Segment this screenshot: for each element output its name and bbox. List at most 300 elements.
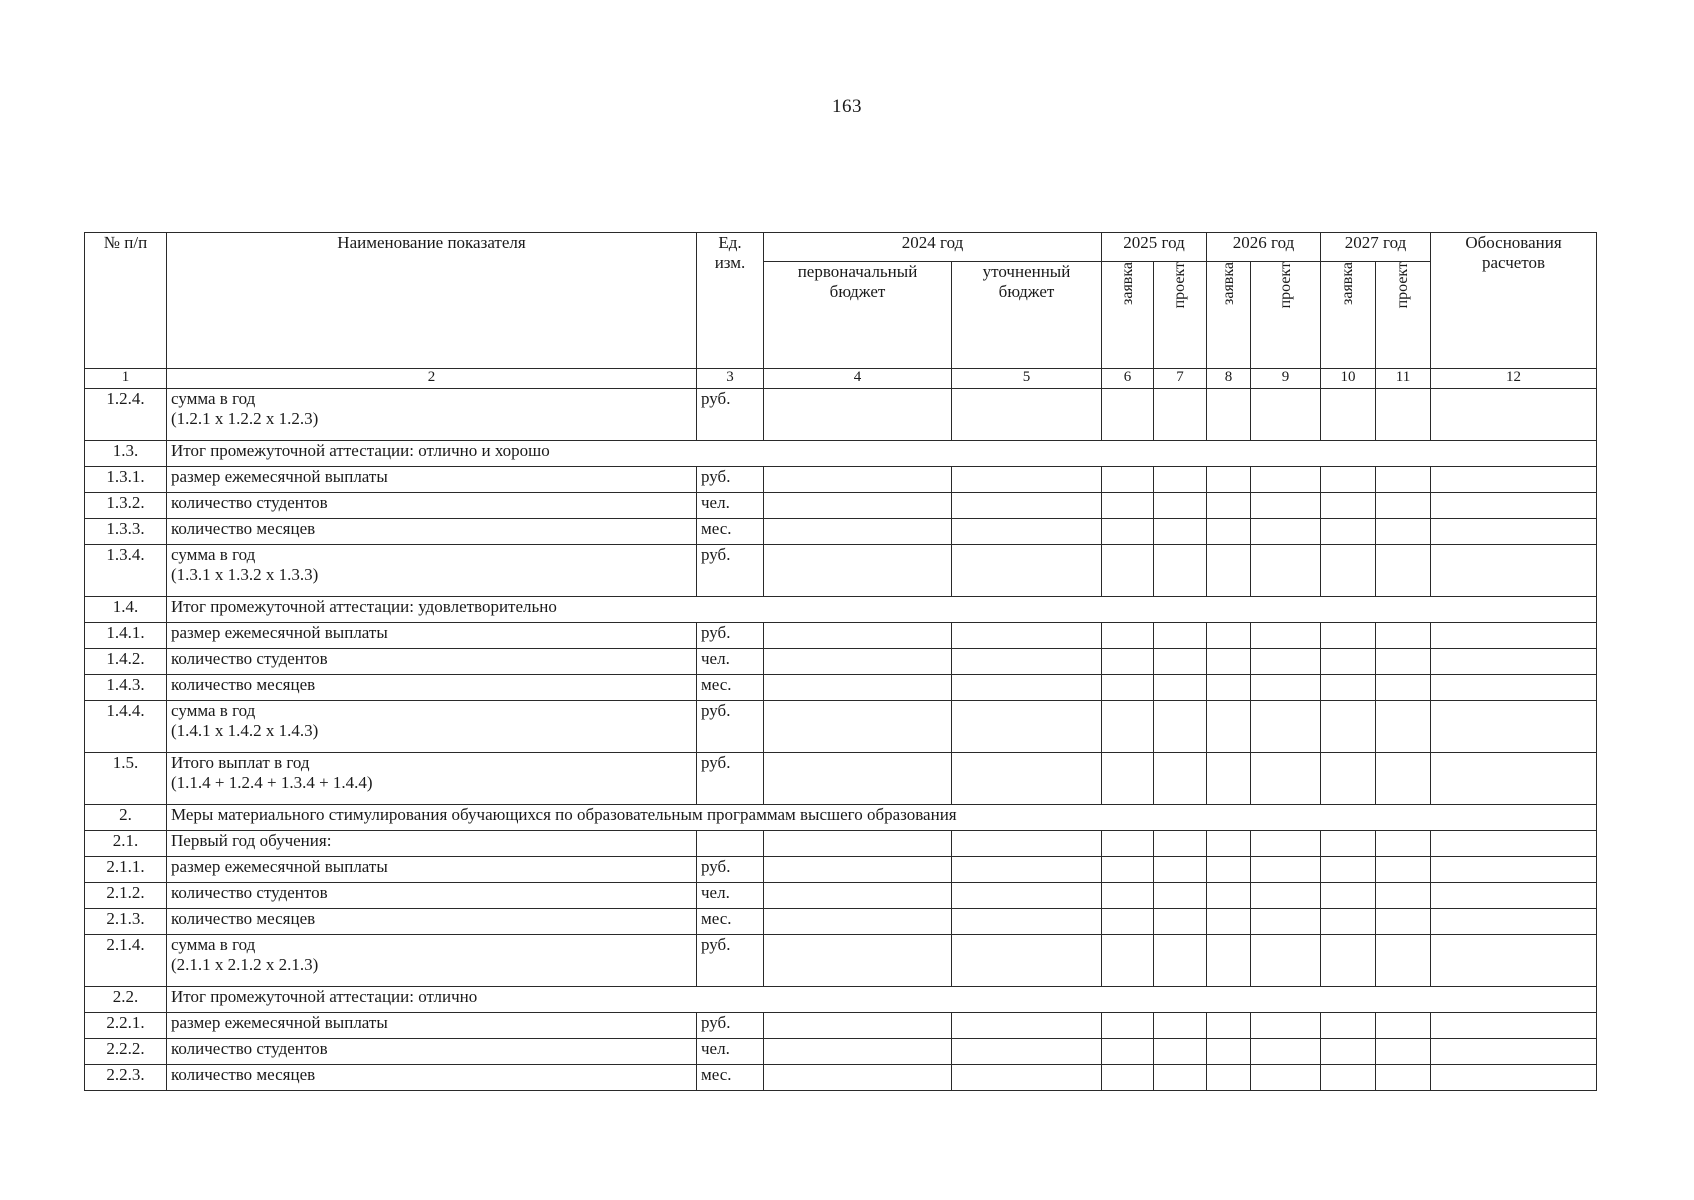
indicator-name-text: количество студентов (171, 883, 328, 902)
value-cell (1207, 1065, 1251, 1091)
table-row (85, 909, 1597, 935)
unit-cell: чел. (697, 493, 764, 519)
table-row (85, 935, 1597, 987)
column-number: 12 (1431, 369, 1597, 389)
value-cell (1431, 909, 1597, 935)
row-number: 2.1.1. (85, 857, 167, 883)
value-cell (1102, 545, 1154, 597)
row-number: 2. (85, 805, 167, 831)
unit-cell: мес. (697, 1065, 764, 1091)
value-cell (1102, 493, 1154, 519)
value-cell (1431, 519, 1597, 545)
value-cell (952, 545, 1102, 597)
indicator-name (167, 909, 697, 935)
row-number: 2.1. (85, 831, 167, 857)
value-cell (1154, 883, 1207, 909)
unit-cell: руб. (697, 389, 764, 441)
indicator-name (167, 545, 697, 597)
value-cell (1321, 1013, 1376, 1039)
value-cell (1154, 753, 1207, 805)
value-cell (764, 753, 952, 805)
row-number: 1.3.3. (85, 519, 167, 545)
value-cell (1207, 909, 1251, 935)
indicator-name-text: количество месяцев (171, 909, 316, 928)
value-cell (1154, 701, 1207, 753)
table-row (85, 1039, 1597, 1065)
value-cell (1102, 649, 1154, 675)
indicator-name (167, 753, 697, 805)
value-cell (952, 467, 1102, 493)
value-cell (764, 545, 952, 597)
header-2025-project (1154, 262, 1207, 369)
value-cell (1376, 467, 1431, 493)
table-row (85, 883, 1597, 909)
unit-cell: чел. (697, 883, 764, 909)
row-number: 1.4.3. (85, 675, 167, 701)
row-number: 1.3.1. (85, 467, 167, 493)
value-cell (1154, 857, 1207, 883)
unit-cell: руб. (697, 467, 764, 493)
value-cell (1154, 545, 1207, 597)
value-cell (952, 675, 1102, 701)
column-number: 8 (1207, 369, 1251, 389)
row-number: 2.2. (85, 987, 167, 1013)
value-cell (1251, 883, 1321, 909)
indicator-name-text: размер ежемесячной выплаты (171, 857, 388, 876)
table-header (85, 233, 1597, 389)
value-cell (952, 909, 1102, 935)
value-cell (1321, 519, 1376, 545)
request-label: заявка (1118, 262, 1136, 305)
value-cell (764, 857, 952, 883)
section-row (85, 987, 1597, 1013)
row-number: 1.4. (85, 597, 167, 623)
value-cell (1251, 1013, 1321, 1039)
header-row-number: № п/п (85, 233, 167, 369)
column-number: 4 (764, 369, 952, 389)
value-cell (1251, 649, 1321, 675)
unit-cell: мес. (697, 675, 764, 701)
section-title: Итог промежуточной аттестации: отлично и хорошо (167, 441, 1597, 467)
value-cell (1321, 909, 1376, 935)
value-cell (764, 831, 952, 857)
indicator-name-text: размер ежемесячной выплаты (171, 623, 388, 642)
value-cell (1251, 389, 1321, 441)
row-number: 1.3.4. (85, 545, 167, 597)
unit-cell: мес. (697, 909, 764, 935)
header-year-2026: 2026 год (1207, 233, 1321, 262)
request-label: заявка (1219, 262, 1237, 305)
value-cell (1251, 519, 1321, 545)
value-cell (1207, 493, 1251, 519)
value-cell (1102, 857, 1154, 883)
value-cell (1431, 545, 1597, 597)
value-cell (1376, 649, 1431, 675)
value-cell (1207, 831, 1251, 857)
value-cell (952, 649, 1102, 675)
unit-cell: руб. (697, 1013, 764, 1039)
value-cell (1431, 831, 1597, 857)
indicator-name (167, 675, 697, 701)
value-cell (1154, 493, 1207, 519)
column-number: 7 (1154, 369, 1207, 389)
value-cell (1102, 467, 1154, 493)
section-row (85, 441, 1597, 467)
value-cell (1102, 1039, 1154, 1065)
value-cell (1207, 857, 1251, 883)
value-cell (1321, 1039, 1376, 1065)
unit-cell: руб. (697, 701, 764, 753)
header-year-2025: 2025 год (1102, 233, 1207, 262)
row-number: 1.4.4. (85, 701, 167, 753)
project-label: проект (1171, 262, 1189, 309)
indicator-formula: (1.1.4 + 1.2.4 + 1.3.4 + 1.4.4) (171, 773, 373, 793)
value-cell (1154, 623, 1207, 649)
header-initial-budget: первоначальный бюджет (764, 262, 952, 369)
header-revised-budget: уточненный бюджет (952, 262, 1102, 369)
indicator-formula: (1.3.1 х 1.3.2 х 1.3.3) (171, 565, 319, 585)
value-cell (1376, 1013, 1431, 1039)
value-cell (1321, 623, 1376, 649)
row-number: 1.2.4. (85, 389, 167, 441)
request-label: заявка (1339, 262, 1357, 305)
value-cell (952, 1039, 1102, 1065)
value-cell (952, 753, 1102, 805)
row-number: 1.4.2. (85, 649, 167, 675)
indicator-name-text: количество студентов (171, 649, 328, 668)
value-cell (764, 493, 952, 519)
column-number: 9 (1251, 369, 1321, 389)
table-row (85, 701, 1597, 753)
table-row (85, 545, 1597, 597)
indicator-name (167, 701, 697, 753)
value-cell (1102, 1013, 1154, 1039)
value-cell (764, 1065, 952, 1091)
value-cell (1376, 545, 1431, 597)
value-cell (952, 701, 1102, 753)
table-body (85, 389, 1597, 1091)
value-cell (1431, 883, 1597, 909)
value-cell (1251, 857, 1321, 883)
value-cell (764, 649, 952, 675)
header-2026-request (1207, 262, 1251, 369)
value-cell (952, 831, 1102, 857)
value-cell (1154, 519, 1207, 545)
value-cell (764, 519, 952, 545)
value-cell (952, 1065, 1102, 1091)
value-cell (1321, 753, 1376, 805)
value-cell (1154, 831, 1207, 857)
value-cell (1321, 545, 1376, 597)
value-cell (1207, 649, 1251, 675)
value-cell (1154, 1013, 1207, 1039)
value-cell (1207, 935, 1251, 987)
indicator-name-text: количество месяцев (171, 675, 316, 694)
column-number-row (85, 369, 1597, 389)
table-row (85, 649, 1597, 675)
value-cell (1431, 857, 1597, 883)
indicator-name-text: количество студентов (171, 1039, 328, 1058)
value-cell (1207, 519, 1251, 545)
indicator-name-text: сумма в год (171, 389, 256, 408)
header-2025-request (1102, 262, 1154, 369)
project-label: проект (1276, 262, 1294, 309)
value-cell (764, 909, 952, 935)
row-number: 1.4.1. (85, 623, 167, 649)
value-cell (1321, 831, 1376, 857)
table-row (85, 1013, 1597, 1039)
value-cell (1207, 467, 1251, 493)
value-cell (1321, 935, 1376, 987)
value-cell (1251, 753, 1321, 805)
value-cell (764, 675, 952, 701)
indicator-formula: (1.4.1 х 1.4.2 х 1.4.3) (171, 721, 319, 741)
indicator-name (167, 831, 697, 857)
value-cell (1376, 1065, 1431, 1091)
value-cell (1376, 1039, 1431, 1065)
value-cell (952, 1013, 1102, 1039)
header-2026-project (1251, 262, 1321, 369)
value-cell (1251, 467, 1321, 493)
value-cell (952, 857, 1102, 883)
section-title: Итог промежуточной аттестации: отлично (167, 987, 1597, 1013)
value-cell (1376, 701, 1431, 753)
indicator-name (167, 883, 697, 909)
value-cell (1376, 519, 1431, 545)
indicator-name (167, 1065, 697, 1091)
value-cell (1251, 623, 1321, 649)
value-cell (1431, 493, 1597, 519)
value-cell (764, 883, 952, 909)
header-indicator-name: Наименование показателя (167, 233, 697, 369)
value-cell (952, 935, 1102, 987)
table-row (85, 467, 1597, 493)
value-cell (1207, 389, 1251, 441)
value-cell (1251, 909, 1321, 935)
section-title: Итог промежуточной аттестации: удовлетворительно (167, 597, 1597, 623)
value-cell (1251, 1039, 1321, 1065)
column-number: 10 (1321, 369, 1376, 389)
header-year-2024: 2024 год (764, 233, 1102, 262)
value-cell (1207, 675, 1251, 701)
indicator-name (167, 857, 697, 883)
value-cell (1102, 623, 1154, 649)
value-cell (1207, 1013, 1251, 1039)
value-cell (764, 389, 952, 441)
value-cell (1102, 935, 1154, 987)
value-cell (1321, 857, 1376, 883)
value-cell (1431, 1013, 1597, 1039)
value-cell (1102, 1065, 1154, 1091)
header-unit: Ед. изм. (697, 233, 764, 369)
value-cell (1154, 675, 1207, 701)
value-cell (1321, 493, 1376, 519)
indicator-name (167, 493, 697, 519)
project-label: проект (1394, 262, 1412, 309)
value-cell (952, 389, 1102, 441)
header-2027-project (1376, 262, 1431, 369)
table-row (85, 493, 1597, 519)
value-cell (1251, 701, 1321, 753)
column-number: 5 (952, 369, 1102, 389)
value-cell (952, 623, 1102, 649)
value-cell (1251, 493, 1321, 519)
unit-cell: руб. (697, 753, 764, 805)
value-cell (1102, 389, 1154, 441)
indicator-name-text: количество студентов (171, 493, 328, 512)
indicator-name-text: количество месяцев (171, 519, 316, 538)
indicator-name (167, 467, 697, 493)
value-cell (1154, 649, 1207, 675)
value-cell (1154, 1039, 1207, 1065)
value-cell (1376, 623, 1431, 649)
value-cell (1154, 389, 1207, 441)
value-cell (1102, 909, 1154, 935)
value-cell (1376, 675, 1431, 701)
value-cell (1431, 935, 1597, 987)
value-cell (1251, 831, 1321, 857)
column-number: 1 (85, 369, 167, 389)
unit-cell: руб. (697, 857, 764, 883)
table-row (85, 1065, 1597, 1091)
value-cell (1431, 649, 1597, 675)
indicator-name (167, 623, 697, 649)
indicator-name (167, 1039, 697, 1065)
value-cell (764, 1013, 952, 1039)
indicator-name (167, 389, 697, 441)
value-cell (1431, 1039, 1597, 1065)
value-cell (1251, 545, 1321, 597)
row-number: 2.2.3. (85, 1065, 167, 1091)
table-row (85, 675, 1597, 701)
value-cell (1251, 935, 1321, 987)
indicator-name-text: размер ежемесячной выплаты (171, 467, 388, 486)
value-cell (1321, 675, 1376, 701)
value-cell (1321, 883, 1376, 909)
row-number: 2.1.4. (85, 935, 167, 987)
value-cell (1251, 675, 1321, 701)
table-row (85, 753, 1597, 805)
value-cell (1154, 467, 1207, 493)
indicator-formula: (1.2.1 х 1.2.2 х 1.2.3) (171, 409, 319, 429)
value-cell (1376, 909, 1431, 935)
value-cell (1376, 493, 1431, 519)
indicator-name-text: размер ежемесячной выплаты (171, 1013, 388, 1032)
value-cell (1102, 753, 1154, 805)
value-cell (1207, 883, 1251, 909)
value-cell (1154, 935, 1207, 987)
value-cell (1154, 1065, 1207, 1091)
indicator-name-text: Итого выплат в год (171, 753, 310, 772)
value-cell (1102, 831, 1154, 857)
value-cell (1102, 675, 1154, 701)
column-number: 3 (697, 369, 764, 389)
table-row (85, 519, 1597, 545)
unit-cell: чел. (697, 1039, 764, 1065)
indicator-name-text: сумма в год (171, 545, 256, 564)
value-cell (1102, 519, 1154, 545)
value-cell (1207, 701, 1251, 753)
value-cell (1431, 753, 1597, 805)
value-cell (1207, 545, 1251, 597)
value-cell (1431, 467, 1597, 493)
indicator-name-text: сумма в год (171, 935, 256, 954)
value-cell (764, 701, 952, 753)
value-cell (1376, 883, 1431, 909)
column-number: 6 (1102, 369, 1154, 389)
value-cell (1321, 389, 1376, 441)
value-cell (764, 467, 952, 493)
value-cell (1102, 701, 1154, 753)
row-number: 1.3.2. (85, 493, 167, 519)
value-cell (1321, 467, 1376, 493)
indicator-name (167, 649, 697, 675)
indicator-name-text: сумма в год (171, 701, 256, 720)
value-cell (952, 519, 1102, 545)
unit-cell (697, 831, 764, 857)
value-cell (952, 883, 1102, 909)
table-row (85, 831, 1597, 857)
value-cell (764, 623, 952, 649)
indicator-name (167, 935, 697, 987)
section-title: Меры материального стимулирования обучающихся по образовательным программам высшего образования (167, 805, 1597, 831)
header-justification: Обоснования расчетов (1431, 233, 1597, 369)
value-cell (1207, 753, 1251, 805)
value-cell (1376, 935, 1431, 987)
value-cell (1154, 909, 1207, 935)
value-cell (1376, 857, 1431, 883)
row-number: 1.3. (85, 441, 167, 467)
row-number: 2.2.1. (85, 1013, 167, 1039)
unit-cell: руб. (697, 623, 764, 649)
section-row (85, 805, 1597, 831)
value-cell (1376, 753, 1431, 805)
value-cell (1431, 675, 1597, 701)
budget-table (84, 232, 1597, 1091)
row-number: 2.1.2. (85, 883, 167, 909)
row-number: 1.5. (85, 753, 167, 805)
row-number: 2.2.2. (85, 1039, 167, 1065)
value-cell (764, 935, 952, 987)
value-cell (1376, 389, 1431, 441)
unit-cell: мес. (697, 519, 764, 545)
value-cell (764, 1039, 952, 1065)
page-number: 163 (832, 96, 862, 117)
value-cell (1321, 701, 1376, 753)
value-cell (1251, 1065, 1321, 1091)
value-cell (1431, 389, 1597, 441)
indicator-name (167, 1013, 697, 1039)
value-cell (1431, 701, 1597, 753)
value-cell (952, 493, 1102, 519)
indicator-name-text: количество месяцев (171, 1065, 316, 1084)
indicator-formula: (2.1.1 х 2.1.2 х 2.1.3) (171, 955, 319, 975)
table-row (85, 857, 1597, 883)
value-cell (1321, 649, 1376, 675)
value-cell (1207, 623, 1251, 649)
table-row (85, 623, 1597, 649)
value-cell (1321, 1065, 1376, 1091)
value-cell (1207, 1039, 1251, 1065)
value-cell (1431, 1065, 1597, 1091)
section-row (85, 597, 1597, 623)
indicator-name-text: Первый год обучения: (171, 831, 332, 850)
value-cell (1102, 883, 1154, 909)
row-number: 2.1.3. (85, 909, 167, 935)
unit-cell: руб. (697, 545, 764, 597)
indicator-name (167, 519, 697, 545)
header-2027-request (1321, 262, 1376, 369)
